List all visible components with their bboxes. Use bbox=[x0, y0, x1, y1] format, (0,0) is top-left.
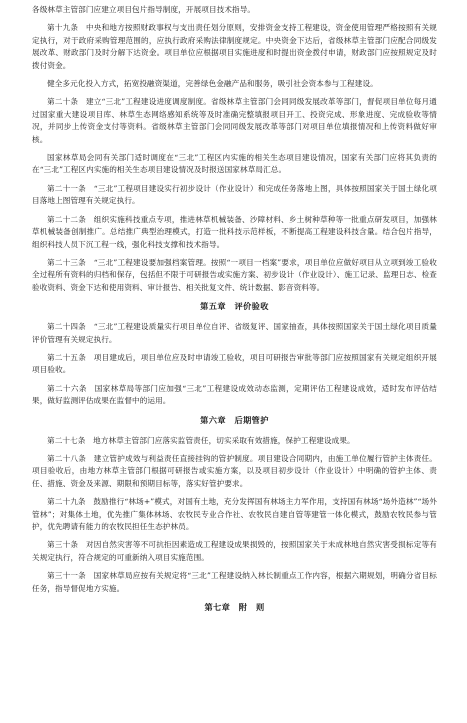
article-21-mapping: 第二十一条 “三北”工程项目建设实行初步设计（作业设计）和完成任务落地上图，具体按照国家关于国土绿化项目落地上图管理有关规定执行。 bbox=[32, 183, 437, 206]
paragraph-technical-guidance: 各级林草主管部门应建立项目包片指导制度，开展项目技术指导。 bbox=[32, 5, 256, 14]
article-19-funding: 第十九条 中央和地方按照财政事权与支出责任划分原则，安排资金支持工程建设，资金使用管理严格按照有关规定执行，对于政府采购管理范围的，应执行政府采购法律制度规定。中央资金下达后，省级林草主管部门应配合同级发展改革、财政部门及时分解下达资金。项目单位应根据项目实施进度和时提出资金拨付申请，财政部门应按照规定及时拨付资金。 bbox=[32, 23, 437, 70]
article-28-maintenance-system: 第二十八条 建立管护成效与利益责任直接挂钩的管护制度。项目建设合同期内，由施工单位履行管护主体责任。项目验收后，由地方林草主管部门根据可研报告或实施方案，以及项目初步设计（作业设计）中明确的管护主体、责任、措施、资金及来源、期限和预期目标等，落实好管护要求。 bbox=[32, 453, 437, 488]
chapter-6-heading: 第六章 后期管护 bbox=[200, 414, 269, 425]
article-30-disaster-damage: 第三十条 对因自然灾害等不可抗拒因素造成工程建设成果损毁的，按照国家关于未成林地自然灾害受损标定等有关规定执行，符合规定的可重新纳入项目实施范围。 bbox=[32, 540, 437, 562]
article-20-progress-scheduling: 第二十条 建立“三北”工程建设进度调度制度。省级林草主管部门会同同级发展改革等部门，督促项目单位每月通过国家重大建设项目库、林草生态网络感知系统等及时准确完整填报项目开工、投资完成、形象进度、完成验收等情况，并同步上传资金支付等资料。省级林草主管部门会同同级发展改革等部门对项目单位填报情况和上传资料做好审核。 bbox=[32, 97, 437, 144]
chapter-7-heading: 第七章 附 则 bbox=[204, 602, 265, 613]
article-22-technology: 第二十二条 组织实施科技重点专项，推进林草机械装备、沙障材料、乡土树种草种等一批重点研发项目，加强林草机械装备创制推广。总结推广典型治理模式，打造一批科技示范样板，不断提高工程建设科技含量。结合包片指导，组织科技人员下沉工程一线，强化科技支撑和技术指导。 bbox=[32, 214, 437, 249]
article-27-supervision: 第二十七条 地方林草主管部门应落实监管责任，切实采取有效措施，保护工程建设成果。 bbox=[47, 435, 355, 445]
article-25-acceptance: 第二十五条 项目建成后，项目单位应及时申请竣工验收，项目可研报告审批等部门应按照国家有关规定组织开展项目验收。 bbox=[32, 352, 437, 375]
article-24-quality-evaluation: 第二十四条 “三北”工程建设质量实行项目单位自评、省级复评、国家抽查，具体按照国家关于国土绿化项目质量评价管理有关规定执行。 bbox=[32, 322, 437, 344]
paragraph-diversified-investment: 健全多元化投入方式，拓宽投融资渠道，完善绿色金融产品和服务，吸引社会资本参与工程建设。 bbox=[47, 79, 378, 89]
article-26-monitoring: 第二十六条 国家林草局等部门应加强“三北”工程建设成效动态监测，定期评估工程建设成效，适时发布评估结果，做好监测评估成果在监督中的运用。 bbox=[32, 383, 437, 406]
article-31-forest-chief-system: 第三十一条 国家林草局应按有关规定将“三北”工程建设纳入林长制重点工作内容，根据六期规划，明确分省目标任务，指导督促地方实施。 bbox=[32, 571, 437, 593]
article-23-archives: 第二十三条 “三北”工程建设要加强档案管理。按照“一项目一档案”要求，项目单位应做好项目从立项到竣工验收全过程所有资料的归档和保存，包括但不限于可研报告或实施方案、初步设计（作业设计）、施工记录、监理日志、检查验收资料、资金下达和使用资料、审计报告、相关批复文件、统计数据、影音资料等。 bbox=[32, 257, 437, 292]
article-29-forest-farm-model: 第二十九条 鼓励推行“林场+”模式，对国有土地，充分发挥国有林场主力军作用，支持国有林场“场外造林”“场外管林”；对集体土地，优先推广集体林场、农牧民专业合作社、农牧民自建自管等建管一体化模式，鼓励农牧民参与管护，优先聘请有能力的农牧民担任生态护林员。 bbox=[32, 497, 437, 531]
paragraph-national-forestry-reporting: 国家林草局会同有关部门适时调度在“三北”工程区内实施的相关生态项目建设情况，国家有关部门应将其负责的在“三北”工程区内实施的相关生态项目建设情况及时报送国家林草局汇总。 bbox=[32, 153, 437, 175]
chapter-5-heading: 第五章 评价验收 bbox=[200, 301, 269, 312]
